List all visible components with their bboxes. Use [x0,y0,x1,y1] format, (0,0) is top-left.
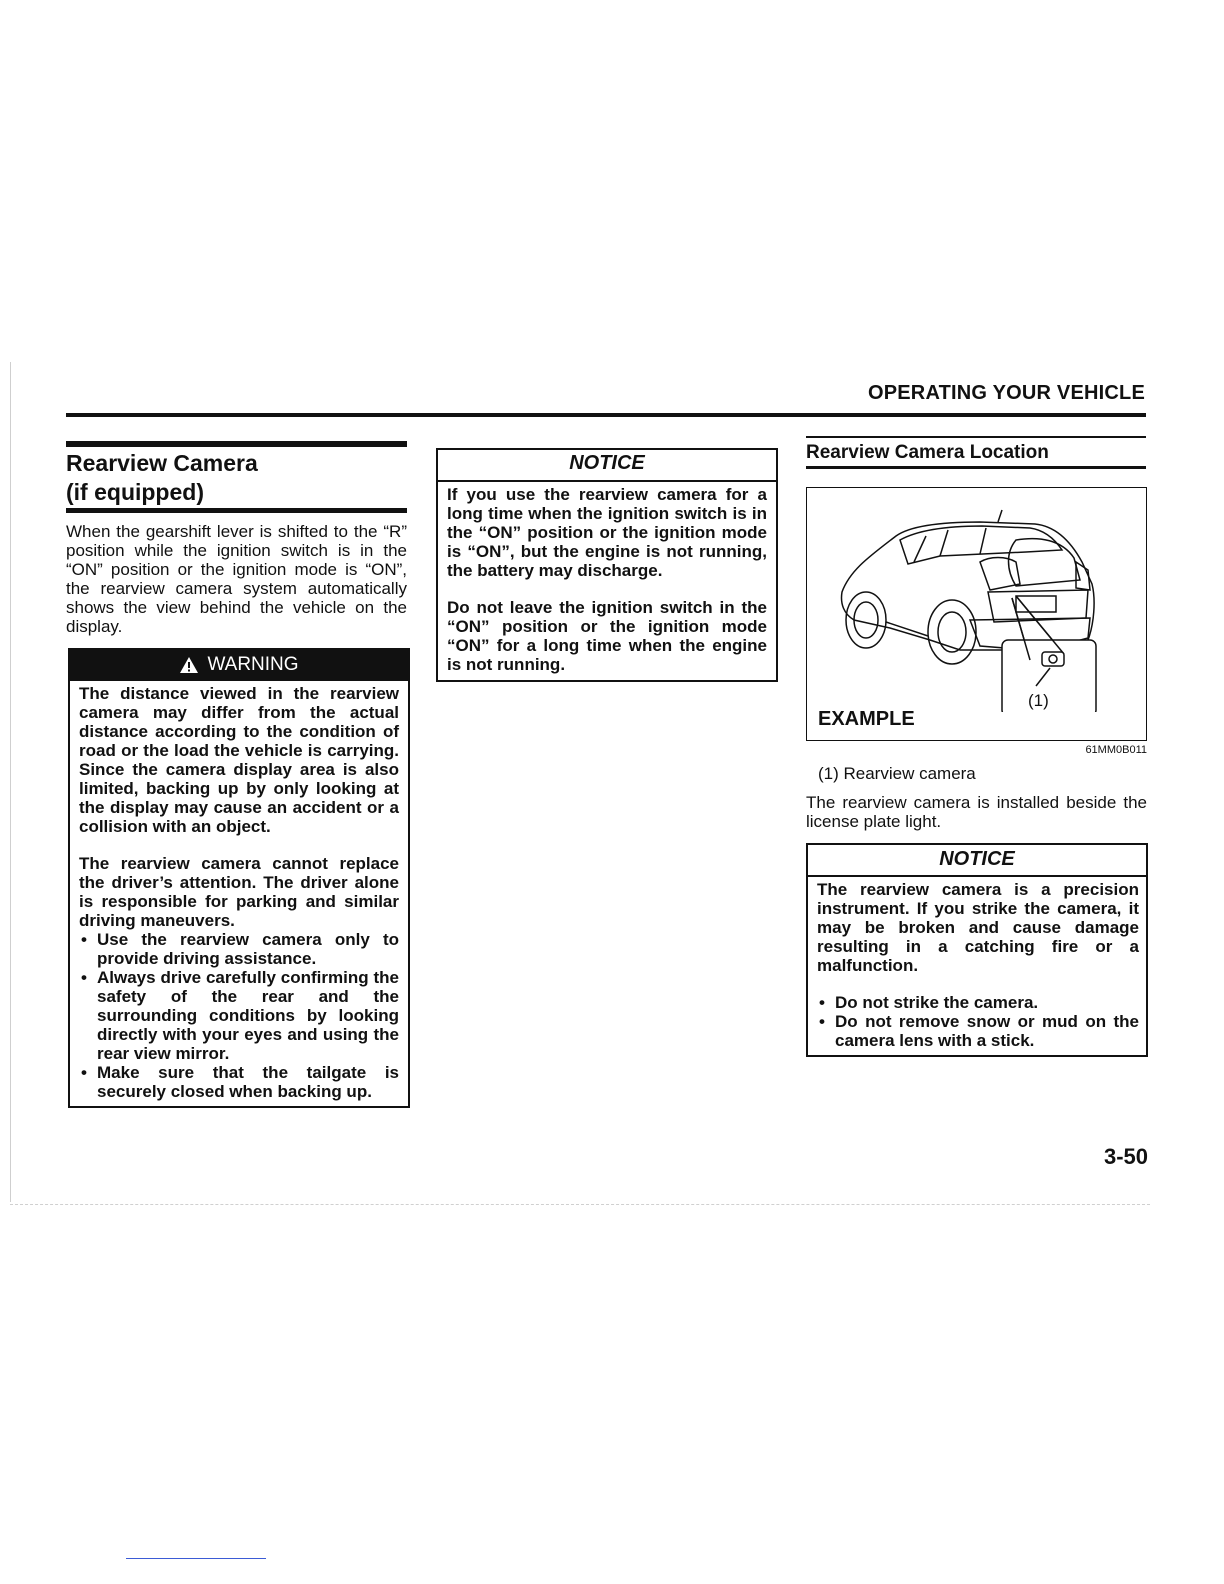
notice-rule-battery [436,480,778,482]
figure-code: 61MM0B011 [1085,744,1147,756]
warning-triangle-icon [179,656,199,674]
intro-paragraph: When the gearshift lever is shifted to the “R” position while the ignition switch is in the “ON” position or the ignition mode is “ON”, the rearview camera system automatically shows the view behind the vehicle on the display. [66,522,407,636]
heading-bar-bottom [66,508,407,513]
vehicle-rear-illustration [830,500,1130,712]
warning-paragraph-1: The distance viewed in the rearview camera may differ from the actual distance according to the condition of road or the load the vehicle is carrying. Since the camera display area is also limited, backing up by only looking at the display may cause an accident or a collision with an object. [79,684,399,836]
scan-edge-line [10,362,11,1202]
notice-title-precision: NOTICE [939,848,1015,870]
warning-body [79,684,399,1101]
bottom-blue-line [126,1558,266,1559]
page-number: 3-50 [1103,1144,1148,1169]
figure-example-label: EXAMPLE [818,708,915,730]
figure-caption: (1) Rearview camera [818,764,976,783]
warning-bullet-1: • Use the rearview camera only to provide driving assistance. [79,930,399,968]
warning-bullet-list [79,930,399,1101]
notice-precision-bullet-1: • Do not strike the camera. [817,993,1139,1012]
scan-bottom-line [10,1204,1150,1206]
section-title: OPERATING YOUR VEHICLE [867,382,1145,404]
notice-title-battery: NOTICE [569,452,645,474]
header-rule [66,413,1146,417]
notice-battery-paragraph-1: If you use the rearview camera for a long time when the ignition switch is in the “ON” position or the ignition mode is “ON”, but the engine is not running, the battery may discharge. [447,485,767,580]
notice-rule-precision [806,875,1148,877]
camera-location-text: The rearview camera is installed beside the license plate light. [806,793,1147,831]
page-title-line2: (if equipped) [66,479,204,505]
subheading: Rearview Camera Location [806,442,1049,463]
figure-callout-number: (1) [1028,691,1049,710]
page-title [66,449,407,507]
warning-label: WARNING [207,653,299,675]
warning-paragraph-2: The rearview camera cannot replace the driver’s attention. The driver alone is responsible for parking and similar driving maneuvers. [79,854,399,930]
subheading-rule-bottom [806,466,1146,469]
warning-bullet-3: • Make sure that the tailgate is securely closed when backing up. [79,1063,399,1101]
notice-body-battery [447,485,767,674]
notice-battery-paragraph-2: Do not leave the ignition switch in the “ON” position or the ignition mode “ON” for a long time when the engine is not running. [447,598,767,674]
notice-precision-bullet-2: • Do not remove snow or mud on the camera lens with a stick. [817,1012,1139,1050]
notice-precision-bullets [817,993,1139,1050]
warning-bullet-2: • Always drive carefully confirming the safety of the rear and the surrounding conditions by looking directly with your eyes and using the rear view mirror. [79,968,399,1063]
notice-body-precision [817,880,1139,1050]
page-title-line1: Rearview Camera [66,450,258,476]
warning-header [68,648,410,681]
notice-precision-paragraph: The rearview camera is a precision instrument. If you strike the camera, it may be broken and cause damage resulting in a catching fire or a malfunction. [817,880,1139,975]
heading-bar-top [66,441,407,447]
subheading-rule-top [806,436,1146,438]
